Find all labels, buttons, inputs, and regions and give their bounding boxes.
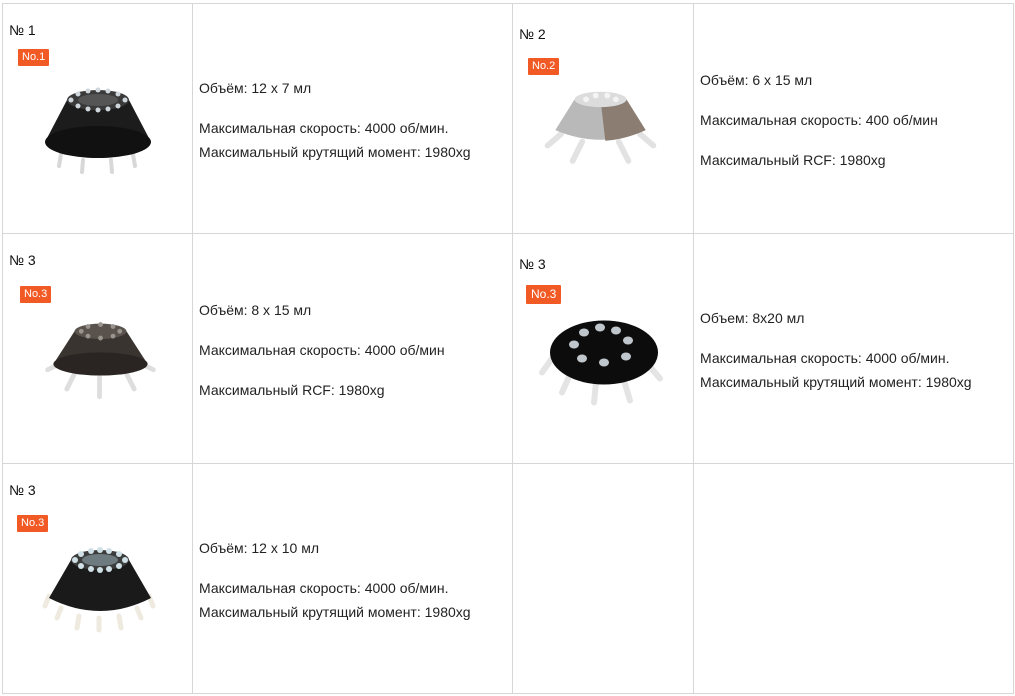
product-spec-cell xyxy=(694,4,1014,234)
spec-volume: Объем: 8x20 мл xyxy=(700,310,805,326)
empty-cell xyxy=(513,464,694,694)
product-badge: No.3 xyxy=(526,285,561,304)
product-image-cell xyxy=(513,234,694,464)
rotor-black-8-tubes-icon xyxy=(538,312,668,417)
product-spec-cell xyxy=(694,234,1014,464)
spec-torque: Максимальный крутящий момент: 1980xg xyxy=(199,144,471,160)
spec-volume: Объём: 8 x 15 мл xyxy=(199,302,312,318)
rotor-black-12-tubes-icon xyxy=(35,542,165,642)
product-number: № 3 xyxy=(9,252,36,268)
spec-speed: Максимальная скорость: 4000 об/мин xyxy=(199,342,445,358)
spec-torque: Максимальный крутящий момент: 1980xg xyxy=(700,374,972,390)
spec-rcf: Максимальный RCF: 1980xg xyxy=(199,382,385,398)
product-badge: No.2 xyxy=(528,58,559,75)
product-badge: No.3 xyxy=(20,286,51,303)
rotor-dark-8-tubes-icon xyxy=(38,314,163,414)
spec-speed: Максимальная скорость: 4000 об/мин. xyxy=(199,580,449,596)
spec-torque: Максимальный крутящий момент: 1980xg xyxy=(199,604,471,620)
product-number: № 3 xyxy=(519,256,546,272)
product-number: № 2 xyxy=(519,26,546,42)
product-spec-cell xyxy=(193,464,513,694)
spec-volume: Объём: 12 x 10 мл xyxy=(199,540,319,556)
spec-rcf: Максимальный RCF: 1980xg xyxy=(700,152,886,168)
rotor-black-12-holes-icon xyxy=(33,82,163,182)
spec-speed: Максимальная скорость: 400 об/мин xyxy=(700,112,938,128)
product-number: № 1 xyxy=(9,22,36,38)
spec-volume: Объём: 12 x 7 мл xyxy=(199,80,312,96)
rotor-silver-4-tubes-icon xyxy=(538,84,663,184)
product-spec-cell xyxy=(193,234,513,464)
product-image-cell xyxy=(513,4,694,234)
product-image-cell xyxy=(3,4,193,234)
product-image-cell xyxy=(3,464,193,694)
product-number: № 3 xyxy=(9,482,36,498)
product-table xyxy=(2,3,1014,694)
empty-cell xyxy=(694,464,1014,694)
spec-volume: Объём: 6 x 15 мл xyxy=(700,72,813,88)
product-badge: No.1 xyxy=(18,49,49,66)
product-badge: No.3 xyxy=(17,515,48,532)
spec-speed: Максимальная скорость: 4000 об/мин. xyxy=(199,120,449,136)
product-spec-cell xyxy=(193,4,513,234)
product-image-cell xyxy=(3,234,193,464)
spec-speed: Максимальная скорость: 4000 об/мин. xyxy=(700,350,950,366)
